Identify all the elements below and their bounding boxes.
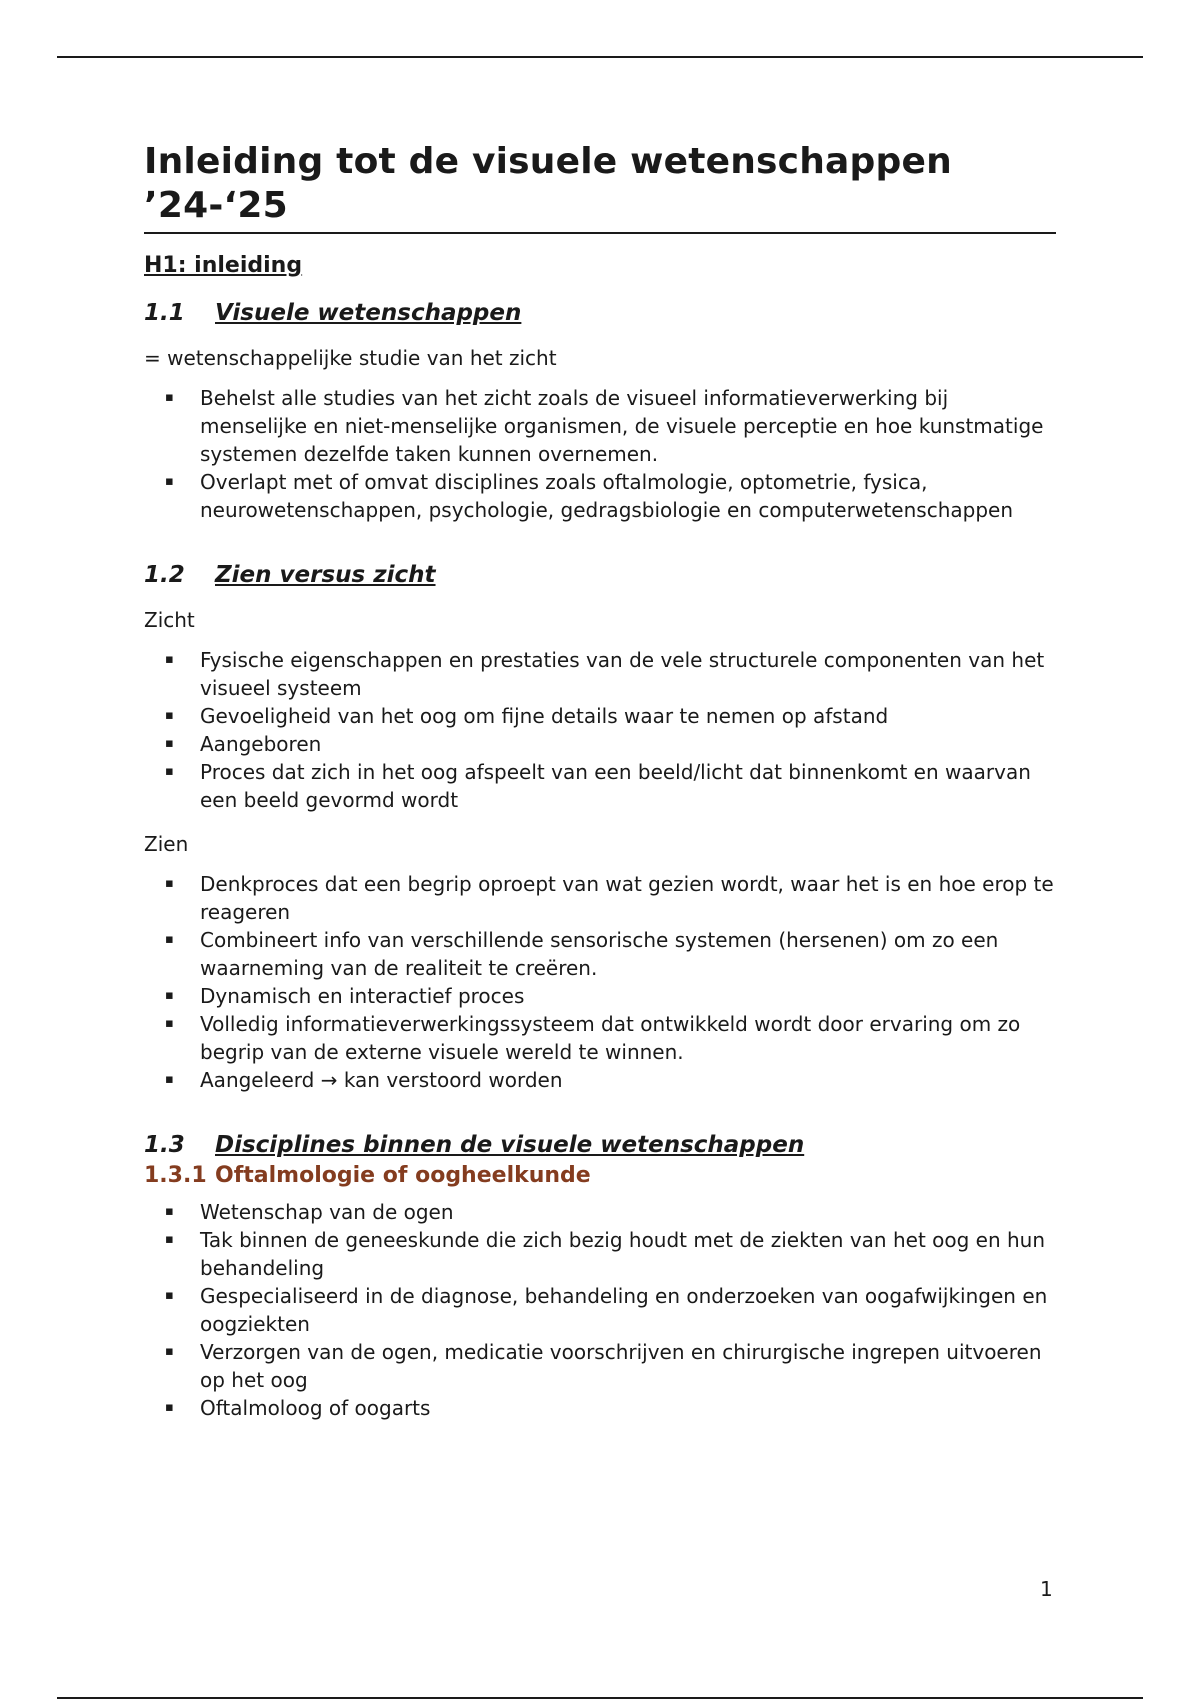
bullet-icon: ▪ [165, 474, 174, 489]
bullet-icon: ▪ [165, 736, 174, 751]
bullet-icon: ▪ [165, 1400, 174, 1415]
bullet-icon: ▪ [165, 652, 174, 667]
list-item [144, 870, 1056, 926]
list-item-text: Oftalmoloog of oogarts [200, 1396, 431, 1420]
bullet-icon: ▪ [165, 988, 174, 1003]
bullet-icon: ▪ [165, 876, 174, 891]
subsection-heading-1-3-1 [144, 1162, 1056, 1190]
section-heading-1-3 [144, 1130, 1056, 1160]
list-item [144, 1282, 1056, 1338]
bullet-list-1-1 [144, 384, 1056, 524]
list-item [144, 468, 1056, 524]
list-item-text: Verzorgen van de ogen, medicatie voorschrijven en chirurgische ingrepen uitvoeren op het oog [200, 1340, 1042, 1392]
list-item-text: Fysische eigenschappen en prestaties van de vele structurele componenten van het visueel systeem [200, 648, 1045, 700]
list-item [144, 702, 1056, 730]
list-item-text: Aangeboren [200, 732, 322, 756]
list-item [144, 1226, 1056, 1282]
list-item-text: Proces dat zich in het oog afspeelt van een beeld/licht dat binnenkomt en waarvan een beeld gevormd wordt [200, 760, 1031, 812]
section-title: Zien versus zicht [215, 562, 436, 588]
list-item-text: Tak binnen de geneeskunde die zich bezig houdt met de ziekten van het oog en hun behandeling [200, 1228, 1046, 1280]
bullet-list-zien [144, 870, 1056, 1094]
section-heading-1-1 [144, 298, 1056, 328]
list-item [144, 646, 1056, 702]
list-item [144, 758, 1056, 814]
section-number: 1.1 [144, 300, 185, 326]
list-item-text: Overlapt met of omvat disciplines zoals oftalmologie, optometrie, fysica, neurowetenschappen, psychologie, gedragsbiologie en computerwetenschappen [200, 470, 1013, 522]
bullet-icon: ▪ [165, 1288, 174, 1303]
list-item-text: Combineert info van verschillende sensorische systemen (hersenen) om zo een waarneming van de realiteit te creëren. [200, 928, 999, 980]
header-rule [57, 56, 1143, 58]
section-heading-1-2 [144, 560, 1056, 590]
list-item-text: Dynamisch en interactief proces [200, 984, 525, 1008]
chapter-heading: H1: inleiding [144, 253, 303, 278]
list-item [144, 384, 1056, 468]
document-title-line2: ’24-‘25 [144, 185, 288, 226]
list-item [144, 1010, 1056, 1066]
list-item-text: Aangeleerd → kan verstoord worden [200, 1068, 563, 1092]
bullet-icon: ▪ [165, 932, 174, 947]
section-title: Visuele wetenschappen [215, 300, 522, 326]
zien-label: Zien [144, 832, 189, 856]
list-item-text: Volledig informatieverwerkingssysteem dat ontwikkeld wordt door ervaring om zo begrip van de externe visuele wereld te winnen. [200, 1012, 1021, 1064]
bullet-icon: ▪ [165, 764, 174, 779]
list-item [144, 1394, 1056, 1422]
bullet-icon: ▪ [165, 1072, 174, 1087]
list-item [144, 982, 1056, 1010]
list-item [144, 926, 1056, 982]
footer-rule [57, 1697, 1143, 1699]
zicht-label: Zicht [144, 608, 195, 632]
list-item-text: Wetenschap van de ogen [200, 1200, 454, 1224]
list-item-text: Denkproces dat een begrip oproept van wat gezien wordt, waar het is en hoe erop te reageren [200, 872, 1054, 924]
list-item [144, 1338, 1056, 1394]
section-number: 1.2 [144, 562, 185, 588]
bullet-list-zicht [144, 646, 1056, 814]
subsection-title: Oftalmologie of oogheelkunde [215, 1163, 591, 1188]
list-item-text: Behelst alle studies van het zicht zoals de visueel informatieverwerking bij menselijke en niet-menselijke organismen, de visuele perceptie en hoe kunstmatige systemen dezelfde taken kunnen overnemen. [200, 386, 1044, 466]
bullet-icon: ▪ [165, 1232, 174, 1247]
bullet-list-1-3-1 [144, 1198, 1056, 1422]
bullet-icon: ▪ [165, 390, 174, 405]
subsection-number: 1.3.1 [144, 1163, 207, 1188]
document-title [144, 140, 1056, 234]
bullet-icon: ▪ [165, 1016, 174, 1031]
document-title-line1: Inleiding tot de visuele wetenschappen [144, 141, 952, 182]
section-intro: = wetenschappelijke studie van het zicht [144, 346, 557, 370]
bullet-icon: ▪ [165, 708, 174, 723]
bullet-icon: ▪ [165, 1204, 174, 1219]
list-item [144, 730, 1056, 758]
bullet-icon: ▪ [165, 1344, 174, 1359]
list-item-text: Gespecialiseerd in de diagnose, behandeling en onderzoeken van oogafwijkingen en oogziekten [200, 1284, 1048, 1336]
page-number: 1 [1040, 1577, 1053, 1601]
list-item-text: Gevoeligheid van het oog om fijne details waar te nemen op afstand [200, 704, 889, 728]
page-content [144, 140, 1056, 1422]
section-number: 1.3 [144, 1132, 185, 1158]
section-title: Disciplines binnen de visuele wetenschappen [215, 1132, 805, 1158]
list-item [144, 1066, 1056, 1094]
list-item [144, 1198, 1056, 1226]
